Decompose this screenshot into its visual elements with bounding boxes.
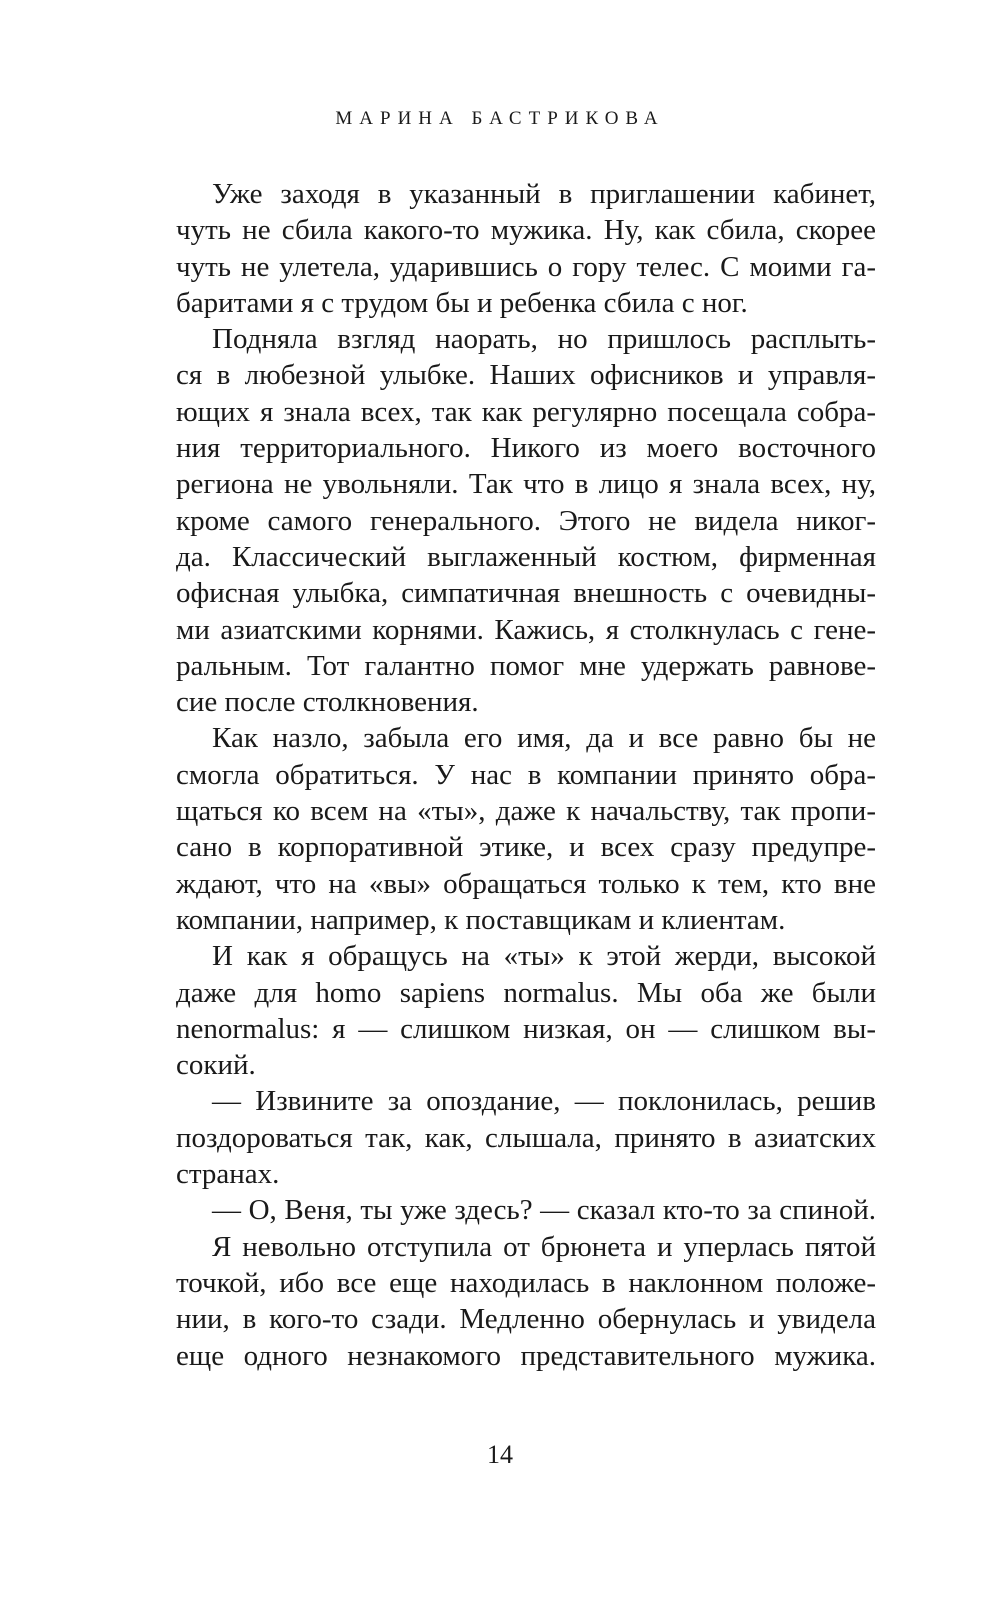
running-head: МАРИНА БАСТРИКОВА [335,108,665,129]
text-line: ральным. Тот галантно помог мне удержать равнове- [176,649,876,682]
text-line: Подняла взгляд наорать, но пришлось расплыть- [212,323,876,356]
text-line: — О, Веня, ты уже здесь? — сказал кто-то за спиной. [212,1194,876,1227]
page-number: 14 [487,1440,513,1469]
text-line: ния территориального. Никого из моего восточного [176,432,876,465]
text-line: даже для homo sapiens normalus. Мы оба же были [176,976,876,1009]
text-line: сие после столкновения. [176,686,479,719]
text-line: смогла обратиться. У нас в компании принято обра- [176,758,876,791]
text-line: региона не увольняли. Так что в лицо я знала всех, ну, [176,468,876,501]
text-line: да. Классический выглаженный костюм, фирменная [176,540,876,573]
text-line: чуть не сбила какого-то мужика. Ну, как сбила, скорее [176,214,876,247]
text-line: баритами я с трудом бы и ребенка сбила с ног. [176,286,748,319]
text-line: кроме самого генерального. Этого не видела никог- [176,504,876,537]
text-line: И как я обращусь на «ты» к этой жерди, высокой [212,940,876,973]
text-line: ждают, что на «вы» обращаться только к тем, кто вне [176,867,876,900]
text-line: сокий. [176,1049,256,1082]
text-line: ми азиатскими корнями. Кажись, я столкнулась с гене- [176,613,876,646]
text-line: точкой, ибо все еще находилась в наклонном положе- [176,1266,876,1299]
text-line: компании, например, к поставщикам и клиентам. [176,903,786,936]
text-line: странах. [176,1158,280,1191]
text-line: чуть не улетела, ударившись о гору телес. С моими га- [176,250,876,283]
text-line: нии, в кого-то сзади. Медленно обернулась и увидела [176,1303,876,1336]
text-line: ся в любезной улыбке. Наших офисников и управля- [176,359,876,392]
text-line: Я невольно отступила от брюнета и уперлась пятой [212,1230,876,1263]
text-line: ющих я знала всех, так как регулярно посещала собра- [176,395,876,428]
text-line: Как назло, забыла его имя, да и все равно бы не [212,722,876,755]
text-line: офисная улыбка, симпатичная внешность с очевидны- [176,577,876,610]
text-line: поздороваться так, как, слышала, принято в азиатских [176,1121,876,1154]
text-line: сано в корпоративной этике, и всех сразу предупре- [176,831,876,864]
text-line: Уже заходя в указанный в приглашении кабинет, [212,178,876,210]
text-line: nenormalus: я — слишком низкая, он — слишком вы- [176,1012,876,1045]
text-line: — Извините за опоздание, — поклонилась, решив [212,1085,876,1118]
text-line: щаться ко всем на «ты», даже к начальству, так пропи- [176,795,876,828]
text-line: еще одного незнакомого представительного мужика. [176,1339,876,1372]
body-text [176,176,876,1374]
